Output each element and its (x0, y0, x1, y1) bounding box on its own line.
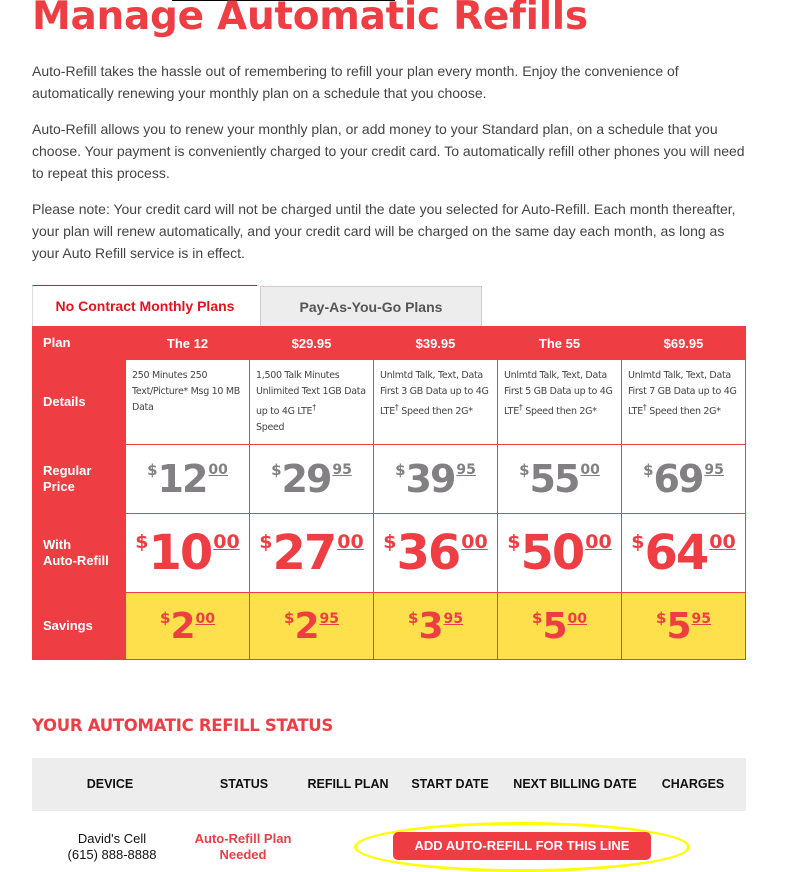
refill-status-heading: YOUR AUTOMATIC REFILL STATUS (32, 716, 333, 735)
regular-price-cell (250, 445, 374, 514)
regular-price: $29 $^{95}$ (271, 457, 352, 501)
row-label-plan: Plan (33, 327, 126, 360)
details-row (33, 360, 746, 445)
tab-no-contract-monthly-plans[interactable]: No Contract Monthly Plans (32, 285, 257, 327)
plan-details: Unlmtd Talk, Text, Data First 5 GB Data up to 4G LTE† Speed then 2G* (498, 360, 622, 445)
regular-price-cell (622, 445, 746, 514)
intro-paragraph-1: Auto-Refill takes the hassle out of remembering to refill your plan every month. Enjoy the convenience of automatically renewing your monthly plan on a schedule that you choose. (32, 63, 679, 101)
auto-refill-price: $64 $^{00}$ (631, 525, 736, 581)
tab-pay-as-you-go-plans[interactable]: Pay-As-You-Go Plans (260, 286, 482, 326)
device-cell (68, 831, 157, 863)
savings-amount: $5 $^{00}$ (532, 605, 587, 647)
regular-price-row (33, 445, 746, 514)
regular-price: $69 $^{95}$ (643, 457, 724, 501)
regular-price: $55 $^{00}$ (519, 457, 600, 501)
savings-amount: $2 $^{00}$ (160, 605, 215, 647)
savings-amount: $5 $^{95}$ (656, 605, 711, 647)
device-name: David's Cell (77, 831, 147, 846)
intro-paragraph-2: Auto-Refill allows you to renew your monthly plan, or add money to your Standard plan, on a schedule that you choose. Your payment is conveniently charged to your credit card. To automatically refill other phones you will need to repeat this process. (32, 121, 745, 181)
auto-refill-price-cell (126, 514, 250, 593)
auto-refill-price-row (33, 514, 746, 593)
regular-price: $12 $^{00}$ (147, 457, 228, 501)
plans-comparison-table (32, 326, 746, 660)
auto-refill-price: $50 $^{00}$ (507, 525, 612, 581)
regular-price-cell (374, 445, 498, 514)
column-header-refill-plan: REFILL PLAN (307, 777, 389, 791)
savings-cell (374, 593, 498, 660)
plan-name: The 55 (498, 327, 622, 360)
plan-details: Unlmtd Talk, Text, Data First 7 GB Data up to 4G LTE† Speed then 2G* (622, 360, 746, 445)
auto-refill-price: $36 $^{00}$ (383, 525, 488, 581)
plan-name: The 12 (126, 327, 250, 360)
auto-refill-price-cell (374, 514, 498, 593)
plan-details: 1,500 Talk Minutes Unlimited Text 1GB Data up to 4G LTE† Speed (250, 360, 374, 445)
savings-cell (498, 593, 622, 660)
column-header-status: STATUS (219, 777, 269, 791)
row-label-regular-price: Regular Price (33, 445, 126, 514)
auto-refill-price-cell (250, 514, 374, 593)
refill-status-table-header (32, 758, 746, 811)
savings-row (33, 593, 746, 660)
plan-name: $29.95 (250, 327, 374, 360)
auto-refill-price-cell (622, 514, 746, 593)
plan-details: 250 Minutes 250 Text/Picture* Msg 10 MB Data (126, 360, 250, 445)
auto-refill-price: $10 $^{00}$ (135, 525, 240, 581)
plan-name-row (33, 327, 746, 360)
regular-price-cell (126, 445, 250, 514)
row-label-savings: Savings (33, 593, 126, 660)
row-label-details: Details (33, 360, 126, 445)
savings-amount: $2 $^{95}$ (284, 605, 339, 647)
savings-cell (250, 593, 374, 660)
plan-name: $39.95 (374, 327, 498, 360)
column-header-start-date: START DATE (411, 777, 489, 791)
savings-cell (126, 593, 250, 660)
savings-cell (622, 593, 746, 660)
column-header-next-billing-date: NEXT BILLING DATE (513, 777, 637, 791)
column-header-device: DEVICE (86, 777, 134, 791)
add-auto-refill-button[interactable]: ADD AUTO-REFILL FOR THIS LINE (393, 832, 651, 860)
intro-paragraph-3: Please note: Your credit card will not be charged until the date you selected for Auto-Refill. Each month thereafter, your plan will renew automatically, and your credit card will be charged on the same day each month, as long as your Auto Refill service is in effect. (32, 201, 736, 261)
refill-status-value: Auto-Refill Plan Needed (194, 831, 292, 862)
savings-amount: $3 $^{95}$ (408, 605, 463, 647)
plan-name: $69.95 (622, 327, 746, 360)
regular-price-cell (498, 445, 622, 514)
row-label-auto-refill: With Auto-Refill (33, 514, 126, 593)
column-header-charges: CHARGES (661, 777, 725, 791)
auto-refill-price: $27 $^{00}$ (259, 525, 364, 581)
auto-refill-price-cell (498, 514, 622, 593)
plan-details: Unlmtd Talk, Text, Data First 3 GB Data up to 4G LTE† Speed then 2G* (374, 360, 498, 445)
page-title: Manage Automatic Refills (32, 0, 588, 39)
regular-price: $39 $^{95}$ (395, 457, 476, 501)
device-number: (615) 888-8888 (67, 847, 157, 862)
